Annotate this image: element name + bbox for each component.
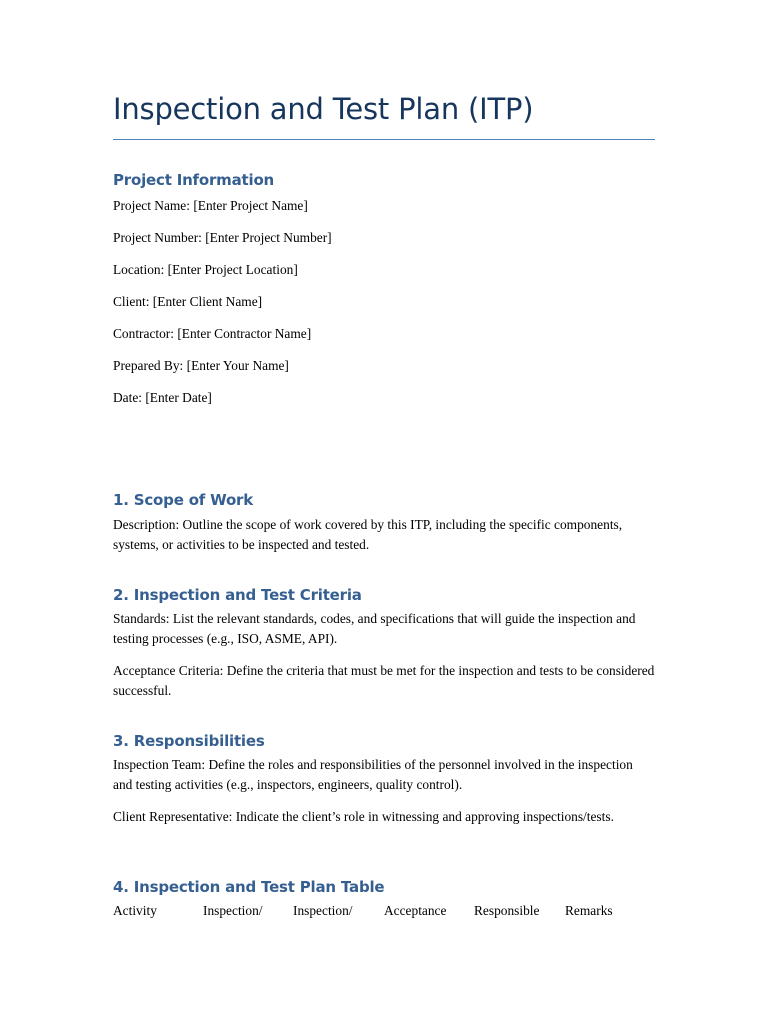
document-title: Inspection and Test Plan (ITP) xyxy=(113,92,534,126)
itp-table-heading: 4. Inspection and Test Plan Table xyxy=(113,878,385,896)
prepared-by-field: Prepared By: [Enter Your Name] xyxy=(113,358,289,373)
contractor-field: Contractor: [Enter Contractor Name] xyxy=(113,326,312,341)
table-header-acceptance: Acceptance xyxy=(384,903,447,918)
location-field: Location: [Enter Project Location] xyxy=(113,262,298,277)
table-header-inspection-2: Inspection/ xyxy=(293,903,353,918)
project-number-field: Project Number: [Enter Project Number] xyxy=(113,230,332,245)
table-header-remarks: Remarks xyxy=(565,903,613,918)
inspection-criteria-heading: 2. Inspection and Test Criteria xyxy=(113,586,362,604)
inspection-team-paragraph: Inspection Team: Define the roles and responsibilities of the personnel involved in the inspection and testing activities (e.g., inspectors, engineers, quality control). xyxy=(113,757,633,792)
project-information-heading: Project Information xyxy=(113,171,275,189)
date-field: Date: [Enter Date] xyxy=(113,390,212,405)
project-name-field: Project Name: [Enter Project Name] xyxy=(113,198,308,213)
client-field: Client: [Enter Client Name] xyxy=(113,294,263,309)
table-header-activity: Activity xyxy=(113,903,157,918)
responsibilities-heading: 3. Responsibilities xyxy=(113,732,265,750)
table-header-responsible: Responsible xyxy=(474,903,540,918)
table-header-inspection-1: Inspection/ xyxy=(203,903,263,918)
title-underline xyxy=(113,139,655,140)
standards-paragraph: Standards: List the relevant standards, codes, and specifications that will guide the inspection and testing processes (e.g., ISO, ASME, API). xyxy=(113,611,636,646)
scope-description-paragraph: Description: Outline the scope of work covered by this ITP, including the specific components, systems, or activities to be inspected and tested. xyxy=(113,517,623,552)
client-representative-paragraph: Client Representative: Indicate the client’s role in witnessing and approving inspections/tests. xyxy=(113,809,614,824)
scope-of-work-heading: 1. Scope of Work xyxy=(113,491,254,509)
acceptance-criteria-paragraph: Acceptance Criteria: Define the criteria that must be met for the inspection and tests to be considered successful. xyxy=(113,663,655,698)
